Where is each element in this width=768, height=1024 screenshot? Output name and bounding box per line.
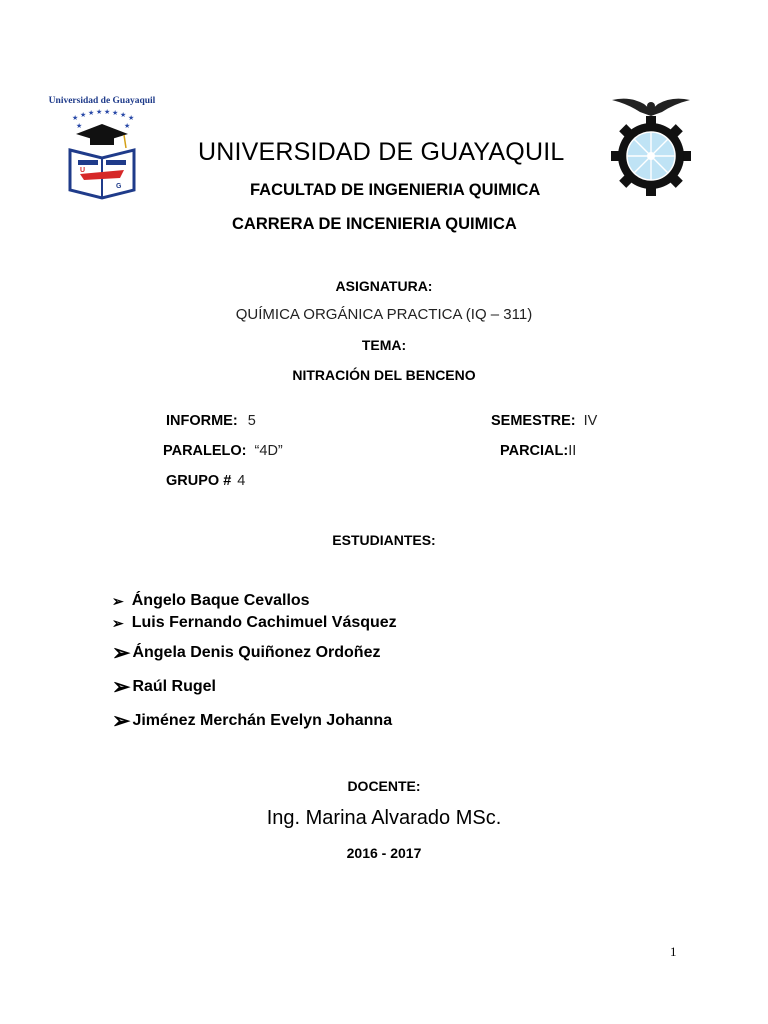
- page-number: 1: [670, 944, 677, 959]
- university-logo: [44, 96, 160, 202]
- svg-text:★: ★: [72, 115, 79, 122]
- teacher-name: Ing. Marina Alvarado MSc.: [266, 807, 502, 829]
- svg-text:★: ★: [124, 123, 131, 130]
- student-name: Luis Fernando Cachimuel Vásquez: [131, 614, 397, 631]
- university-logo-caption: Universidad de Guayaquil: [48, 96, 156, 106]
- student-item: [112, 674, 216, 700]
- svg-text:★: ★: [128, 115, 135, 122]
- student-name: Jiménez Merchán Evelyn Johanna: [132, 712, 393, 729]
- arrow-bullet-icon: ➢: [112, 708, 131, 733]
- subject-value: QUÍMICA ORGÁNICA PRACTICA (IQ – 311): [235, 306, 533, 323]
- students-label: ESTUDIANTES:: [332, 532, 436, 548]
- svg-text:★: ★: [104, 109, 111, 116]
- parcial-value: II: [568, 443, 577, 459]
- student-name: Ángela Denis Quiñonez Ordoñez: [132, 644, 381, 661]
- svg-text:★: ★: [76, 123, 83, 130]
- faculty-logo: [608, 94, 694, 198]
- parcial-field: [500, 443, 576, 459]
- svg-text:G: G: [116, 183, 122, 190]
- paralelo-field: [163, 443, 283, 459]
- student-item: [112, 592, 310, 610]
- informe-field: [166, 413, 256, 429]
- svg-text:★: ★: [88, 110, 95, 117]
- academic-period: 2016 - 2017: [346, 845, 422, 861]
- paralelo-label: PARALELO:: [163, 443, 247, 459]
- semestre-field: [491, 413, 597, 429]
- student-item: [112, 708, 392, 734]
- informe-value: 5: [247, 413, 256, 429]
- faculty-title: FACULTAD DE INGENIERIA QUIMICA: [250, 181, 541, 199]
- svg-text:★: ★: [80, 112, 87, 119]
- teacher-label: DOCENTE:: [347, 778, 421, 794]
- grupo-field: [166, 473, 245, 489]
- arrow-bullet-icon: ➢: [112, 674, 131, 699]
- student-item: [112, 640, 380, 666]
- svg-text:U: U: [80, 167, 86, 174]
- arrow-bullet-icon: ➢: [112, 640, 131, 665]
- arrow-bullet-icon: ➢: [112, 614, 124, 631]
- topic-value: NITRACIÓN DEL BENCENO: [292, 367, 476, 383]
- university-title: UNIVERSIDAD DE GUAYAQUIL: [198, 138, 565, 166]
- semestre-label: SEMESTRE:: [491, 413, 576, 429]
- svg-text:★: ★: [112, 110, 119, 117]
- svg-text:★: ★: [120, 112, 127, 119]
- semestre-value: IV: [583, 413, 598, 429]
- arrow-bullet-icon: ➢: [112, 592, 124, 609]
- faculty-gear-emblem-icon: [608, 94, 694, 198]
- svg-text:★: ★: [96, 109, 103, 116]
- student-name: Raúl Rugel: [132, 678, 216, 695]
- parcial-label: PARCIAL:: [500, 443, 569, 459]
- subject-label: ASIGNATURA:: [335, 278, 433, 294]
- grupo-value: 4: [237, 473, 246, 489]
- student-name: Ángelo Baque Cevallos: [131, 592, 310, 609]
- topic-label: TEMA:: [361, 337, 407, 353]
- paralelo-value: “4D”: [254, 443, 283, 459]
- grupo-label: GRUPO #: [166, 473, 232, 489]
- career-title: CARRERA DE INCENIERIA QUIMICA: [232, 215, 517, 233]
- informe-label: INFORME:: [166, 413, 238, 429]
- university-crest-icon: [44, 108, 160, 202]
- student-item: [112, 614, 397, 632]
